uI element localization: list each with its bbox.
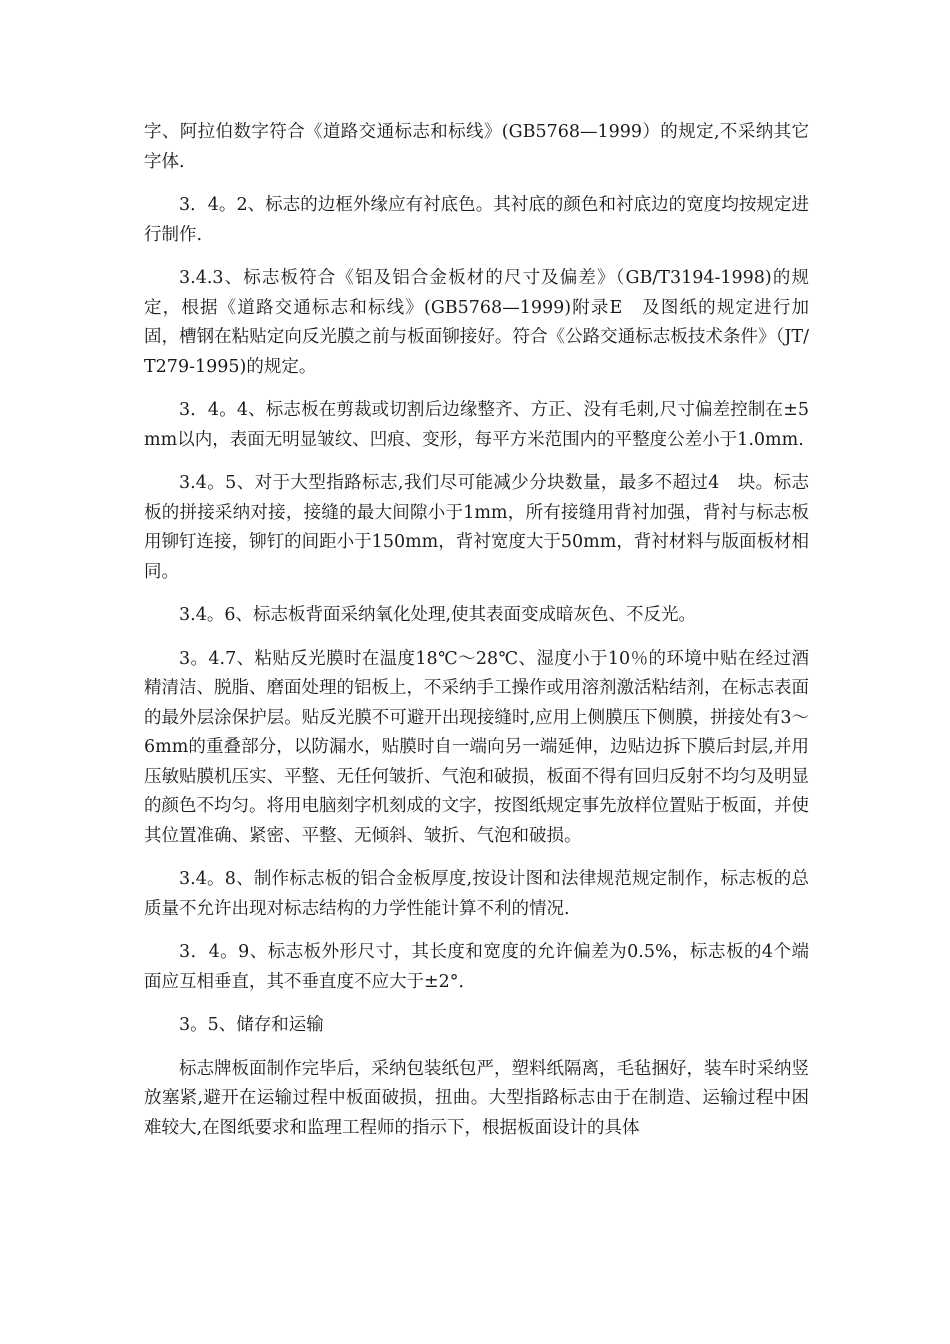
paragraph-3-4-8: 3.4。8、制作标志板的铝合金板厚度,按设计图和法律规范规定制作，标志板的总质量不允许出现对标志结构的力学性能计算不利的情况. [144, 869, 809, 919]
paragraph-3-4-6: 3.4。6、标志板背面采纳氧化处理,使其表面变成暗灰色、不反光。 [179, 605, 697, 625]
section-heading-3-5: 3。5、储存和运输 [179, 1015, 324, 1035]
paragraph-3-4-7: 3。4.7、粘贴反光膜时在温度18℃～28℃、湿度小于10％的环境中贴在经过酒精清洁、脱脂、磨面处理的铝板上，不采纳手工操作或用溶剂激活粘结剂，在标志表面的最外层涂保护层。贴反光膜不可避开出现接缝时,应用上侧膜压下侧膜，拼接处有3～6mm的重叠部分，以防漏水，贴膜时自一端向另一端延伸，边贴边拆下膜后封层,并用压敏贴膜机压实、平整、无任何皱折、气泡和破损，板面不得有回归反射不均匀及明显的颜色不均匀。将用电脑刻字机刻成的文字，按图纸规定事先放样位置贴于板面，并使其位置准确、紧密、平整、无倾斜、皱折、气泡和破损。 [144, 648, 809, 846]
paragraph-3-4-3: 3.4.3、标志板符合《铝及铝合金板材的尺寸及偏差》（GB/T3194-1998)的规定，根据《道路交通标志和标线》(GB5768—1999)附录E 及图纸的规定进行加固，槽钢在粘贴定向反光膜之前与板面铆接好。符合《公路交通标志板技术条件》（JT/T279-1995)的规定。 [144, 268, 809, 377]
paragraph-3-4-5: 3.4。5、对于大型指路标志,我们尽可能减少分块数量，最多不超过4 块。标志板的拼接采纳对接，接缝的最大间隙小于1mm，所有接缝用背衬加强，背衬与标志板用铆钉连接，铆钉的间距小于150mm，背衬宽度大于50mm，背衬材料与版面板材相同。 [144, 473, 809, 582]
document-body [144, 118, 809, 1157]
paragraph-3-4-2: 3．4。2、标志的边框外缘应有衬底色。其衬底的颜色和衬底边的宽度均按规定进行制作. [144, 195, 809, 245]
paragraph-3-4-9: 3．4。9、标志板外形尺寸，其长度和宽度的允许偏差为0.5%，标志板的4个端面应互相垂直，其不垂直度不应大于±2°． [144, 942, 809, 992]
paragraph-continuation: 字、阿拉伯数字符合《道路交通标志和标线》(GB5768—1999）的规定,不采纳其它字体. [144, 122, 809, 172]
paragraph-storage-transport: 标志牌板面制作完毕后，采纳包装纸包严，塑料纸隔离，毛毡捆好，装车时采纳竖放塞紧,避开在运输过程中板面破损，扭曲。大型指路标志由于在制造、运输过程中困难较大,在图纸要求和监理工程师的指示下，根据板面设计的具体 [144, 1058, 809, 1138]
paragraph-3-4-4: 3．4。4、标志板在剪裁或切割后边缘整齐、方正、没有毛刺,尺寸偏差控制在±5mm以内，表面无明显皱纹、凹痕、变形，每平方米范围内的平整度公差小于1.0mm. [144, 400, 809, 450]
